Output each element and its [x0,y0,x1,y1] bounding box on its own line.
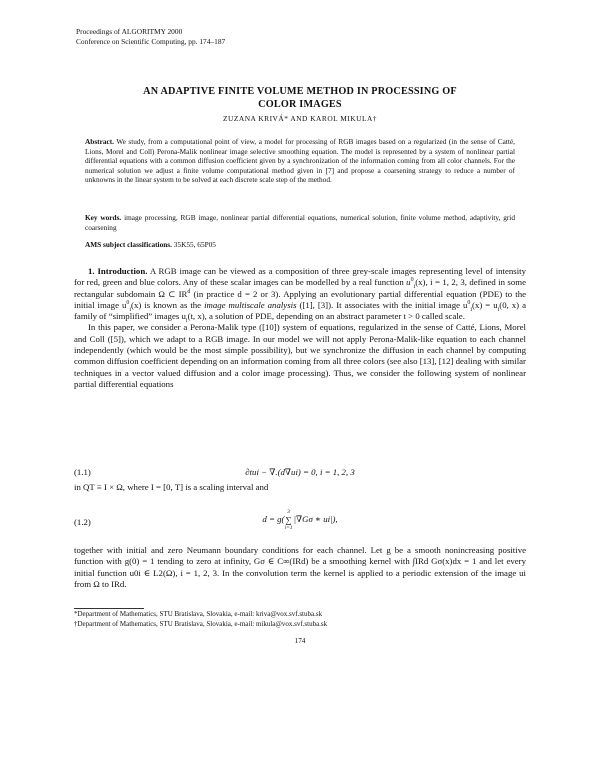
title-line-1: AN ADAPTIVE FINITE VOLUME METHOD IN PROCESSING OF [143,86,457,97]
footnotes [74,610,526,629]
keywords [85,213,515,232]
keywords-text: image processing, RGB image, nonlinear partial differential equations, numerical solution, finite volume method, adaptivity, grid coarsening [85,213,515,232]
proceedings-name: Proceedings of ALGORITMY 2000 [76,27,183,36]
footnote-2: †Department of Mathematics, STU Bratislava, Slovakia, e-mail: mikula@vox.svf.stuba.sk [74,619,328,628]
intro-text-g: ([1], [3]). It associates with the initial image u [296,299,468,310]
equation-rhs: |∇Gσ ∗ ui|), [293,514,338,525]
abstract [85,137,515,185]
intro-text-d: (in practice d = 2 or 3). Applying an evolutionary partial differential equation (PDE) to the initial image u [74,288,526,310]
intro-text-i: (0, x) a family of “simplified” images u [74,299,526,322]
paragraph-after-equations: together with initial and zero Neumann boundary conditions for each channel. Let g be a smooth nonincreasing positive function with g(0) = 1 tending to zero at infinity, Gσ ∈ C∞(IRd) be a smoothing kernel with ∫IRd Gσ(x)dx = 1 and let every initial function u0i ∈ L2(Ω), i = 1, 2, 3. In the convolution term the kernel is applied to a periodic extension of the image ui from Ω to IRd. [74,545,526,589]
page-number: 174 [294,637,306,645]
intro-text-c: (x), i = 1, 2, 3, defined in some rectangular subdomain Ω ⊂ IR [74,277,526,299]
title-line-2: COLOR IMAGES [258,98,342,110]
sum-upper-limit: 3 [287,509,290,515]
keywords-label: Key words. [85,213,122,222]
intro-text-a: A RGB image can be viewed as a composition of three grey-scale images representing level of intensity for red, green and blue colors. Any of these scalar images can be modelled by a real function [74,266,526,288]
conference-info: Conference on Scientific Computing, pp. 174–187 [76,37,226,46]
equation-number: (1.1) [74,467,91,477]
intro-text-e: (x) is known as the [131,299,205,310]
sum-sign: ∑ [285,515,292,525]
intro-text-j: (t, x), a solution of PDE, depending on an abstract parameter t > 0 called scale. [187,311,465,322]
authors: ZUZANA KRIVÁ* AND KAROL MIKULA† [223,114,377,123]
intro-paragraph-1: 1. Introduction. A RGB image can be viewed as a composition of three grey-scale images representing level of intensity for red, green and blue colors. Any of these scalar images can be modelled by a real function $u^0_i(x)$, i = 1, 2, 3, defined in some rectangular subdomain Ω ⊂ $IR^d$ (in practice d = 2 or 3). Applying an evolutionary partial differential equation (PDE) to the initial image $u^0_i(x)$ is known as the image multiscale analysis ([1], [3]). It associates with the initial image $u^0_i(x) = u_i(0$, x) a family of “simplified” images $u_i(t$, x), a solution of PDE, depending on an abstract parameter t > 0 called scale. [74,266,526,324]
section-heading: 1. Introduction. [88,266,148,276]
equation-body: ∂tui − ∇.(d∇ui) = 0, i = 1, 2, 3 [245,467,355,477]
footnote-rule [74,608,144,609]
proceedings-header [76,27,225,47]
ams-text: 35K55, 65P05 [173,240,216,249]
ams-classification [85,240,515,250]
intro-text-b: u [406,277,411,288]
equation-1-1 [74,467,526,479]
intro-text-h: (x) = u [472,299,498,310]
introduction-section [74,266,526,390]
ams-label: AMS subject classifications. [85,240,172,249]
abstract-label: Abstract. [85,137,114,146]
paper-title [60,86,540,111]
equation-1-2 [74,508,526,538]
abstract-text: We study, from a computational point of view, a model for processing of RGB images based on a regularized (in the sense of Catté, Lions, Morel and Coll) Perona-Malik nonlinear image selective smoothing equation. The model is represented by a system of nonlinear partial differential equations with a common diffusion coefficient given by a synchronization of the information coming from all color channels. For the numerical solution we adjust a finite volume computational method given in [7] and propose a coarsening strategy to reduce a number of unknowns in the linear system to be solved at each discrete scale step of the method. [85,137,515,185]
equation-lhs: d = g( [262,514,285,525]
equation-body [74,508,526,532]
summation [284,508,292,532]
equation-number: (1.2) [74,517,91,527]
intro-paragraph-2: In this paper, we consider a Perona-Malik type ([10]) system of equations, regularized in the sense of Catté, Lions, Morel and Coll ([5]), which we adapt to a RGB image. In our model we will not apply Perona-Malik-like equation to each channel independently (which would be the most simple possibility), but we synchronize the diffusion in each channel by computing common diffusion coefficient depending on an information coming from all three colors (see also [13], [12] dealing with similar techniques in a vector valued diffusion and a color image processing). Thus, we consider the following system of nonlinear partial differential equations [74,322,526,389]
paragraph-between-equations: in QT ≡ I × Ω, where I = [0, T] is a scaling interval and [74,482,269,492]
intro-text-f: image multiscale analysis [204,299,297,310]
footnote-1: *Department of Mathematics, STU Bratislava, Slovakia, e-mail: kriva@vox.svf.stuba.sk [74,610,323,618]
sum-lower-limit: i=1 [284,525,293,531]
